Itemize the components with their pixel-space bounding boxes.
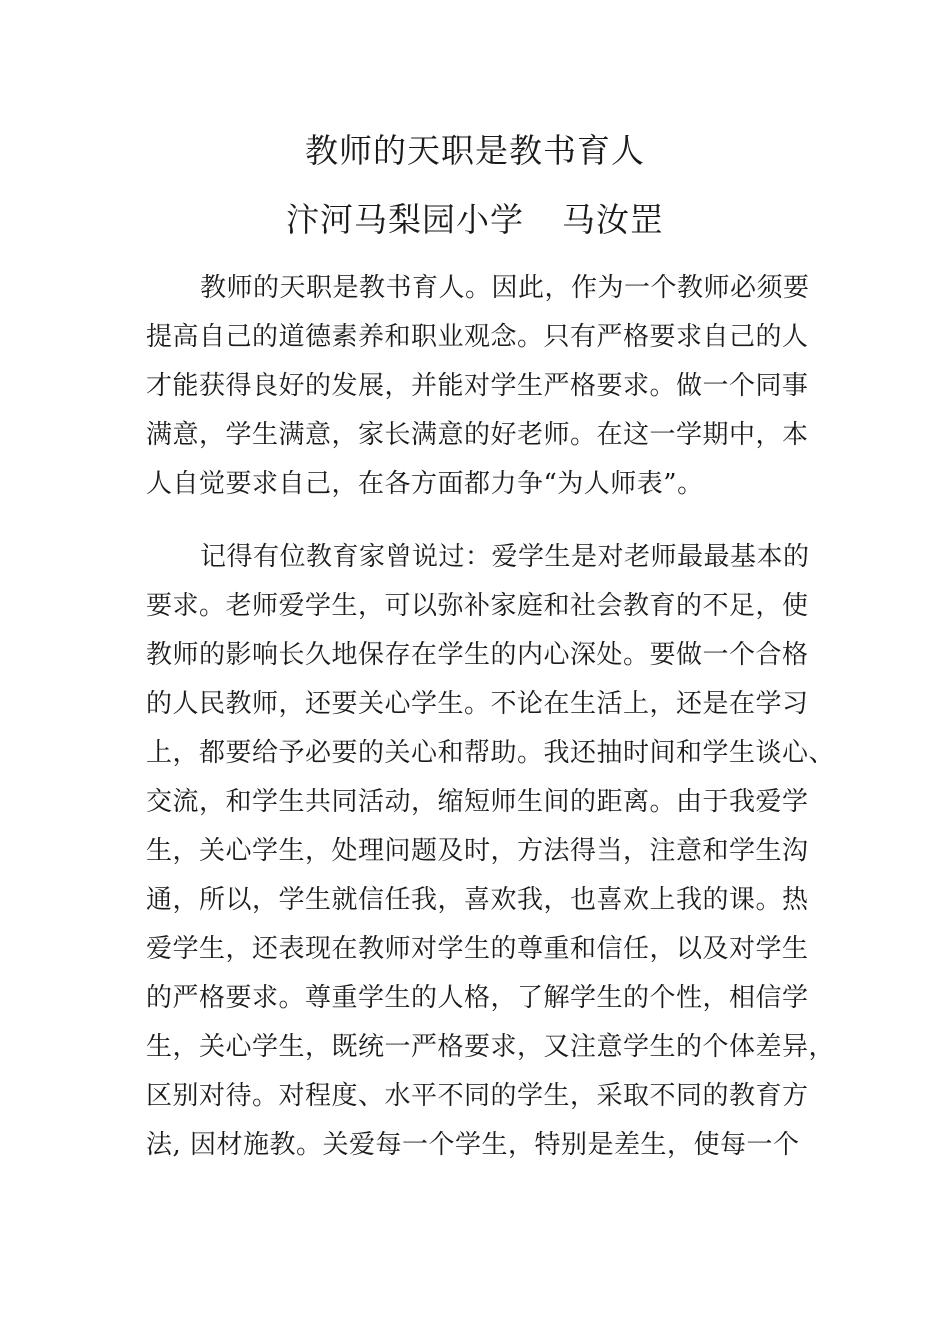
- paragraph-2: [146, 533, 836, 1170]
- paragraph-1: [146, 264, 826, 509]
- paragraph-line: 爱学生，还表现在教师对学生的尊重和信任，以及对学生: [146, 934, 809, 964]
- paragraph-line: 的严格要求。尊重学生的人格，了解学生的个性，相信学: [146, 983, 809, 1013]
- paragraph-line: 生，关心学生，处理问题及时，方法得当，注意和学生沟: [146, 836, 809, 866]
- author-school: 汴河马梨园小学: [286, 200, 524, 239]
- paragraph-line: 人自觉要求自己，在各方面都力争“为人师表”。: [146, 469, 704, 499]
- document-title: 教师的天职是教书育人: [305, 131, 645, 170]
- paragraph-line: 区别对待。对程度、水平不同的学生，采取不同的教育方: [146, 1081, 809, 1111]
- paragraph-line: 教师的影响长久地保存在学生的内心深处。要做一个合格: [146, 640, 809, 670]
- paragraph-line: 才能获得良好的发展，并能对学生严格要求。做一个同事: [146, 371, 809, 401]
- paragraph-line: 上，都要给予必要的关心和帮助。我还抽时间和学生谈心、: [146, 738, 836, 768]
- paragraph-line: 法, 因材施教。关爱每一个学生，特别是差生，使每一个: [146, 1130, 800, 1160]
- paragraph-line: 交流，和学生共同活动，缩短师生间的距离。由于我爱学: [146, 787, 809, 817]
- author-name: 马汝罡: [562, 200, 664, 239]
- paragraph-line: 提高自己的道德素养和职业观念。只有严格要求自己的人: [146, 322, 809, 352]
- paragraph-line: 记得有位教育家曾说过：爱学生是对老师最最基本的: [200, 542, 810, 572]
- paragraph-line: 通，所以，学生就信任我，喜欢我，也喜欢上我的课。热: [146, 885, 809, 915]
- paragraph-line: 满意，学生满意，家长满意的好老师。在这一学期中，本: [146, 420, 809, 450]
- author-line: [0, 200, 950, 240]
- paragraph-line: 的人民教师，还要关心学生。不论在生活上，还是在学习: [146, 689, 809, 719]
- paragraph-line: 教师的天职是教书育人。因此，作为一个教师必须要: [200, 273, 810, 303]
- paragraph-line: 要求。老师爱学生，可以弥补家庭和社会教育的不足，使: [146, 591, 809, 621]
- paragraph-line: 生，关心学生，既统一严格要求，又注意学生的个体差异，: [146, 1032, 836, 1062]
